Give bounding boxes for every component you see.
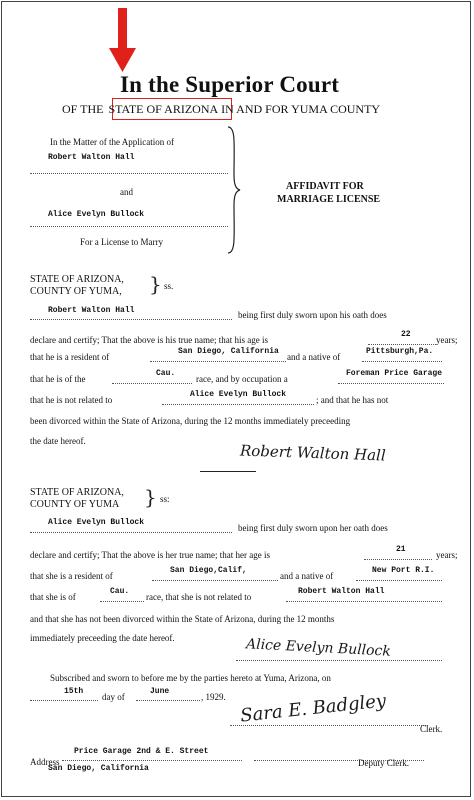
- s2-name: Alice Evelyn Bullock: [48, 518, 145, 527]
- s1-l2b: years;: [436, 335, 458, 345]
- court-line-post: IN AND FOR YUMA COUNTY: [221, 102, 381, 116]
- s2-signature: Alice Evelyn Bullock: [245, 636, 392, 660]
- s1-l1-tail: being first duly sworn upon his oath does: [238, 310, 387, 320]
- s1-l5a: that he is not related to: [30, 395, 113, 405]
- court-title: In the Superior Court: [120, 72, 340, 97]
- jurat-month-line: [136, 700, 200, 701]
- s1-l6: been divorced within the State of Arizona, during the 12 months immediately preceeding: [30, 416, 351, 426]
- court-line-pre: OF THE: [62, 102, 104, 116]
- s1-signature: Robert Walton Hall: [239, 441, 387, 465]
- s1-race: Cau.: [156, 369, 176, 378]
- applicant-2: Alice Evelyn Bullock: [48, 210, 145, 219]
- s1-l3b: and a native of: [287, 352, 341, 362]
- address-line-1-rule: [62, 760, 242, 761]
- s1-l7: the date hereof.: [30, 436, 86, 446]
- annotation-arrow: [108, 8, 138, 74]
- s2-l2a: declare and certify; That the above is her true name; that her age is: [30, 550, 270, 560]
- s2-race-line: [100, 601, 144, 602]
- matter-and: and: [120, 187, 133, 197]
- jurat-l1: Subscribed and sworn to before me by the parties hereto at Yuma, Arizona, on: [50, 673, 331, 683]
- s1-ss: ss.: [164, 281, 174, 291]
- s2-residence-line: [152, 580, 278, 581]
- s2-native-line: [356, 580, 442, 581]
- affidavit-title-1: AFFIDAVIT FOR: [286, 181, 364, 192]
- court-line: [62, 102, 380, 117]
- address-line-2: San Diego, California: [48, 764, 149, 773]
- clerk-signature: Sara E. Badgley: [239, 690, 387, 727]
- s2-l5: and that she has not been divorced within the State of Arizona, during the 12 months: [30, 614, 335, 624]
- s1-race-line: [112, 383, 192, 384]
- address-line-1: Price Garage 2nd & E. Street: [74, 747, 209, 756]
- s1-related: Alice Evelyn Bullock: [190, 390, 287, 399]
- s1-native: Pittsburgh,Pa.: [366, 347, 434, 356]
- affidavit-title-2: MARRIAGE LICENSE: [277, 194, 381, 205]
- jurat-day: 15th: [64, 687, 84, 696]
- s1-occupation-line: [338, 383, 444, 384]
- s2-l6: immediately preceeding the date hereof.: [30, 633, 175, 643]
- s1-venue-state: STATE OF ARIZONA,: [30, 274, 124, 285]
- s1-name: Robert Walton Hall: [48, 306, 135, 315]
- s2-race: Cau.: [110, 587, 130, 596]
- s1-occupation: Foreman Price Garage: [346, 369, 443, 378]
- s2-name-line: [30, 532, 232, 533]
- s2-native: New Port R.I.: [372, 566, 435, 575]
- jurat-day-line: [30, 700, 98, 701]
- s2-venue-county: COUNTY OF YUMA: [30, 499, 120, 510]
- jurat-day-of: day of: [102, 692, 125, 702]
- s1-l4b: race, and by occupation a: [196, 374, 288, 384]
- s2-brace: }: [144, 485, 157, 509]
- s2-age: 21: [396, 545, 406, 554]
- s2-signature-line: [236, 660, 442, 661]
- s2-venue-state: STATE OF ARIZONA,: [30, 487, 124, 498]
- matter-brace: [226, 125, 242, 255]
- matter-intro: In the Matter of the Application of: [50, 137, 174, 147]
- s1-name-line: [30, 319, 232, 320]
- s1-age-line: [368, 344, 436, 345]
- s1-residence-line: [150, 361, 286, 362]
- jurat-deputy: Deputy Clerk.: [358, 758, 409, 768]
- s2-l3b: and a native of: [280, 571, 334, 581]
- s2-l4a: that she is of: [30, 592, 76, 602]
- s2-ss: ss:: [160, 494, 170, 504]
- clerk-line: [230, 725, 428, 726]
- s1-brace: }: [149, 272, 162, 296]
- s2-l3a: that she is a resident of: [30, 571, 113, 581]
- s2-age-line: [364, 559, 432, 560]
- s1-l4a: that he is of the: [30, 374, 86, 384]
- jurat-year: , 1929.: [201, 692, 226, 702]
- s1-age: 22: [401, 330, 411, 339]
- s2-l4b: race, that she is not related to: [146, 592, 252, 602]
- s2-related: Robert Walton Hall: [298, 587, 385, 596]
- applicant-1-line: [30, 173, 228, 174]
- s2-l1-tail: being first duly sworn upon her oath does: [238, 523, 388, 533]
- s2-l2b: years;: [436, 550, 458, 560]
- applicant-2-line: [30, 226, 228, 227]
- s1-venue-county: COUNTY OF YUMA,: [30, 286, 122, 297]
- s1-native-line: [362, 361, 442, 362]
- s2-residence: San Diego,Calif,: [170, 566, 247, 575]
- matter-purpose: For a License to Marry: [80, 237, 163, 247]
- s1-l3a: that he is a resident of: [30, 352, 110, 362]
- address-label: Address: [30, 757, 60, 767]
- s1-l5b: ; and that he has not: [316, 395, 389, 405]
- s2-related-line: [286, 601, 442, 602]
- s1-residence: San Diego, California: [178, 347, 279, 356]
- applicant-1: Robert Walton Hall: [48, 153, 135, 162]
- jurat-month: June: [150, 687, 170, 696]
- jurat-clerk: Clerk.: [420, 724, 443, 734]
- s1-l2a: declare and certify; That the above is his true name; that his age is: [30, 335, 268, 345]
- section-divider: [200, 471, 256, 472]
- court-line-state: STATE OF ARIZONA: [108, 102, 219, 116]
- s1-related-line: [162, 404, 314, 405]
